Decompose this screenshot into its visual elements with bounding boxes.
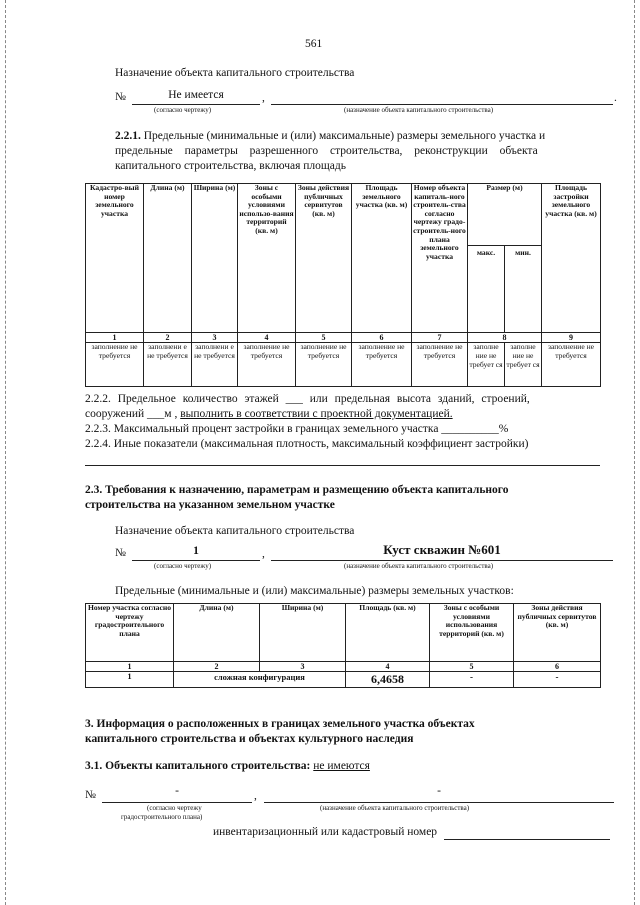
object-number-value: Не имеется <box>168 89 224 101</box>
s221-line3: капитального строительства, включая площадь <box>115 160 346 172</box>
inventory-number-underline <box>444 839 610 840</box>
t1-n1: 1 <box>86 333 144 343</box>
t2-n5: 5 <box>430 662 514 672</box>
t1-h-built-area: Площадь застройки земельного участка (кв. м) <box>542 184 601 333</box>
s222-line1: 2.2.2. Предельное количество этажей ___ или предельная высота зданий, строений, <box>85 393 530 405</box>
t2-area-value: 6,4658 <box>346 672 430 688</box>
s222-line2-text: сооружений ___м , <box>85 408 181 420</box>
s23-title2: строительства на указанном земельном участке <box>85 499 335 511</box>
s31-caption-number-2: градостроительного плана) <box>121 813 203 821</box>
left-scan-edge <box>5 0 6 905</box>
caption-purpose: (назначение объекта капитального строительства) <box>344 106 494 114</box>
t1-h-min: мин. <box>505 246 542 333</box>
s221-text1: Предельные (минимальные и (или) максимальные) размеры земельного участка и <box>143 130 546 142</box>
t1-h-length: Длина (м) <box>144 184 192 333</box>
t1-h-zones: Зоны с особыми условиями использо-вания территорий (кв. м) <box>238 184 296 333</box>
parameters-table <box>85 183 601 387</box>
table1-header-row <box>86 184 601 246</box>
purpose-underline <box>271 104 613 105</box>
t1-v7: заполнение не требуется <box>412 343 468 387</box>
t2-h-width: Ширина (м) <box>260 604 346 662</box>
t2-plot-number: 1 <box>86 672 174 688</box>
page-number: 561 <box>305 38 323 50</box>
caption-number: (согласно чертежу) <box>154 106 212 114</box>
s31-number-sign: № <box>85 789 96 801</box>
s23-caption-purpose: (назначение объекта капитального строительства) <box>344 562 494 570</box>
t1-v6: заполнение не требуется <box>352 343 412 387</box>
t1-n9: 9 <box>542 333 601 343</box>
number-sign: № <box>115 91 126 103</box>
s31-label: 3.1. Объекты капитального строительства: <box>85 760 311 772</box>
s224-underline <box>85 465 600 466</box>
s221-line2: предельные параметры разрешенного строительства, реконструкции объекта <box>115 145 538 157</box>
table1-value-row <box>86 343 601 387</box>
t1-h-area: Площадь земельного участка (кв. м) <box>352 184 412 333</box>
s31-caption-number-1: (согласно чертежу <box>147 804 202 812</box>
object-purpose-label: Назначение объекта капитального строительства <box>115 67 355 79</box>
table1-number-row <box>86 333 601 343</box>
s23-number-sign: № <box>115 547 126 559</box>
s31-line <box>85 760 370 772</box>
s31-number-underline <box>102 802 252 803</box>
s23-limits-text: Предельные (минимальные и (или) максимальные) размеры земельных участков: <box>115 585 514 597</box>
t2-h-length: Длина (м) <box>174 604 260 662</box>
s23-comma: , <box>262 548 265 560</box>
t2-zones-value: - <box>430 672 514 688</box>
t1-v10: заполнение не требуется <box>542 343 601 387</box>
s23-purpose-underline <box>271 560 613 561</box>
t1-v4: заполнение не требуется <box>238 343 296 387</box>
t2-n3: 3 <box>260 662 346 672</box>
t1-v1: заполнение не требуется <box>86 343 144 387</box>
t1-n8: 8 <box>468 333 542 343</box>
t1-n4: 4 <box>238 333 296 343</box>
s23-purpose-value: Куст скважин №601 <box>383 542 501 557</box>
t1-v5: заполнение не требуется <box>296 343 352 387</box>
s31-value: не имеются <box>313 760 370 772</box>
right-scan-edge <box>634 0 635 905</box>
comma: , <box>262 92 265 104</box>
t2-n2: 2 <box>174 662 260 672</box>
s23-caption-number: (согласно чертежу) <box>154 562 212 570</box>
s31-comma: , <box>254 790 257 802</box>
s31-caption-purpose: (назначение объекта капитального строительства) <box>320 804 470 812</box>
t1-h-servitudes: Зоны действия публичных сервитутов (кв. м) <box>296 184 352 333</box>
t2-h-zones: Зоны с особыми условиями использования территорий (кв. м) <box>430 604 514 662</box>
s31-number-value: - <box>175 785 179 797</box>
t1-h-size: Размер (м) <box>468 184 542 246</box>
inventory-number-label: инвентаризационный или кадастровый номер <box>213 826 438 838</box>
s222-line2 <box>85 408 453 420</box>
s31-purpose-value: - <box>437 785 441 797</box>
t1-n5: 5 <box>296 333 352 343</box>
t1-h-max: макс. <box>468 246 505 333</box>
t1-v2: заполнени е не требуется <box>144 343 192 387</box>
number-underline <box>132 104 260 105</box>
s23-number-underline <box>132 560 260 561</box>
s3-title1: 3. Информация о расположенных в границах земельного участка объектах <box>85 718 475 730</box>
t2-n6: 6 <box>514 662 601 672</box>
table2-data-row <box>86 672 601 688</box>
s23-object-number-value: 1 <box>193 545 199 557</box>
t1-n7: 7 <box>412 333 468 343</box>
s31-purpose-underline <box>264 802 614 803</box>
t1-n2: 2 <box>144 333 192 343</box>
t1-v8: заполне ние не требует ся <box>468 343 505 387</box>
t2-config: сложная конфигурация <box>174 672 346 688</box>
s223-text: 2.2.3. Максимальный процент застройки в границах земельного участка __________% <box>85 423 509 435</box>
end-dot: . <box>614 92 617 104</box>
t1-h-object-number: Номер объекта капиталь-ного строитель-ства согласно чертежу градо-строитель-ного плана земельного участка <box>412 184 468 333</box>
t2-n4: 4 <box>346 662 430 672</box>
s221-line1 <box>115 130 585 142</box>
t1-h-width: Ширина (м) <box>192 184 238 333</box>
t1-n3: 3 <box>192 333 238 343</box>
s23-purpose-label: Назначение объекта капитального строительства <box>115 525 355 537</box>
s224-text: 2.2.4. Иные показатели (максимальная плотность, максимальный коэффициент застройки) <box>85 438 529 450</box>
t1-v9: заполне ние не требует ся <box>505 343 542 387</box>
t1-n6: 6 <box>352 333 412 343</box>
t2-h-servitudes: Зоны действия публичных сервитутов (кв. м) <box>514 604 601 662</box>
t2-h-plot-number: Номер участка согласно чертежу градостроительного плана <box>86 604 174 662</box>
t2-h-area: Площадь (кв. м) <box>346 604 430 662</box>
s3-title2: капитального строительства и объектах культурного наследия <box>85 733 414 745</box>
t1-v3: заполнени е не требуется <box>192 343 238 387</box>
t2-servitudes-value: - <box>514 672 601 688</box>
t2-n1: 1 <box>86 662 174 672</box>
plot-sizes-table <box>85 603 601 688</box>
table2-number-row <box>86 662 601 672</box>
s221-number: 2.2.1. <box>115 130 141 142</box>
table2-header-row <box>86 604 601 662</box>
s222-project-doc-note: выполнить в соответствии с проектной документацией. <box>180 408 453 420</box>
s23-title1: 2.3. Требования к назначению, параметрам и размещению объекта капитального <box>85 484 509 496</box>
t1-h-cadastral: Кадастро-вый номер земельного участка <box>86 184 144 333</box>
